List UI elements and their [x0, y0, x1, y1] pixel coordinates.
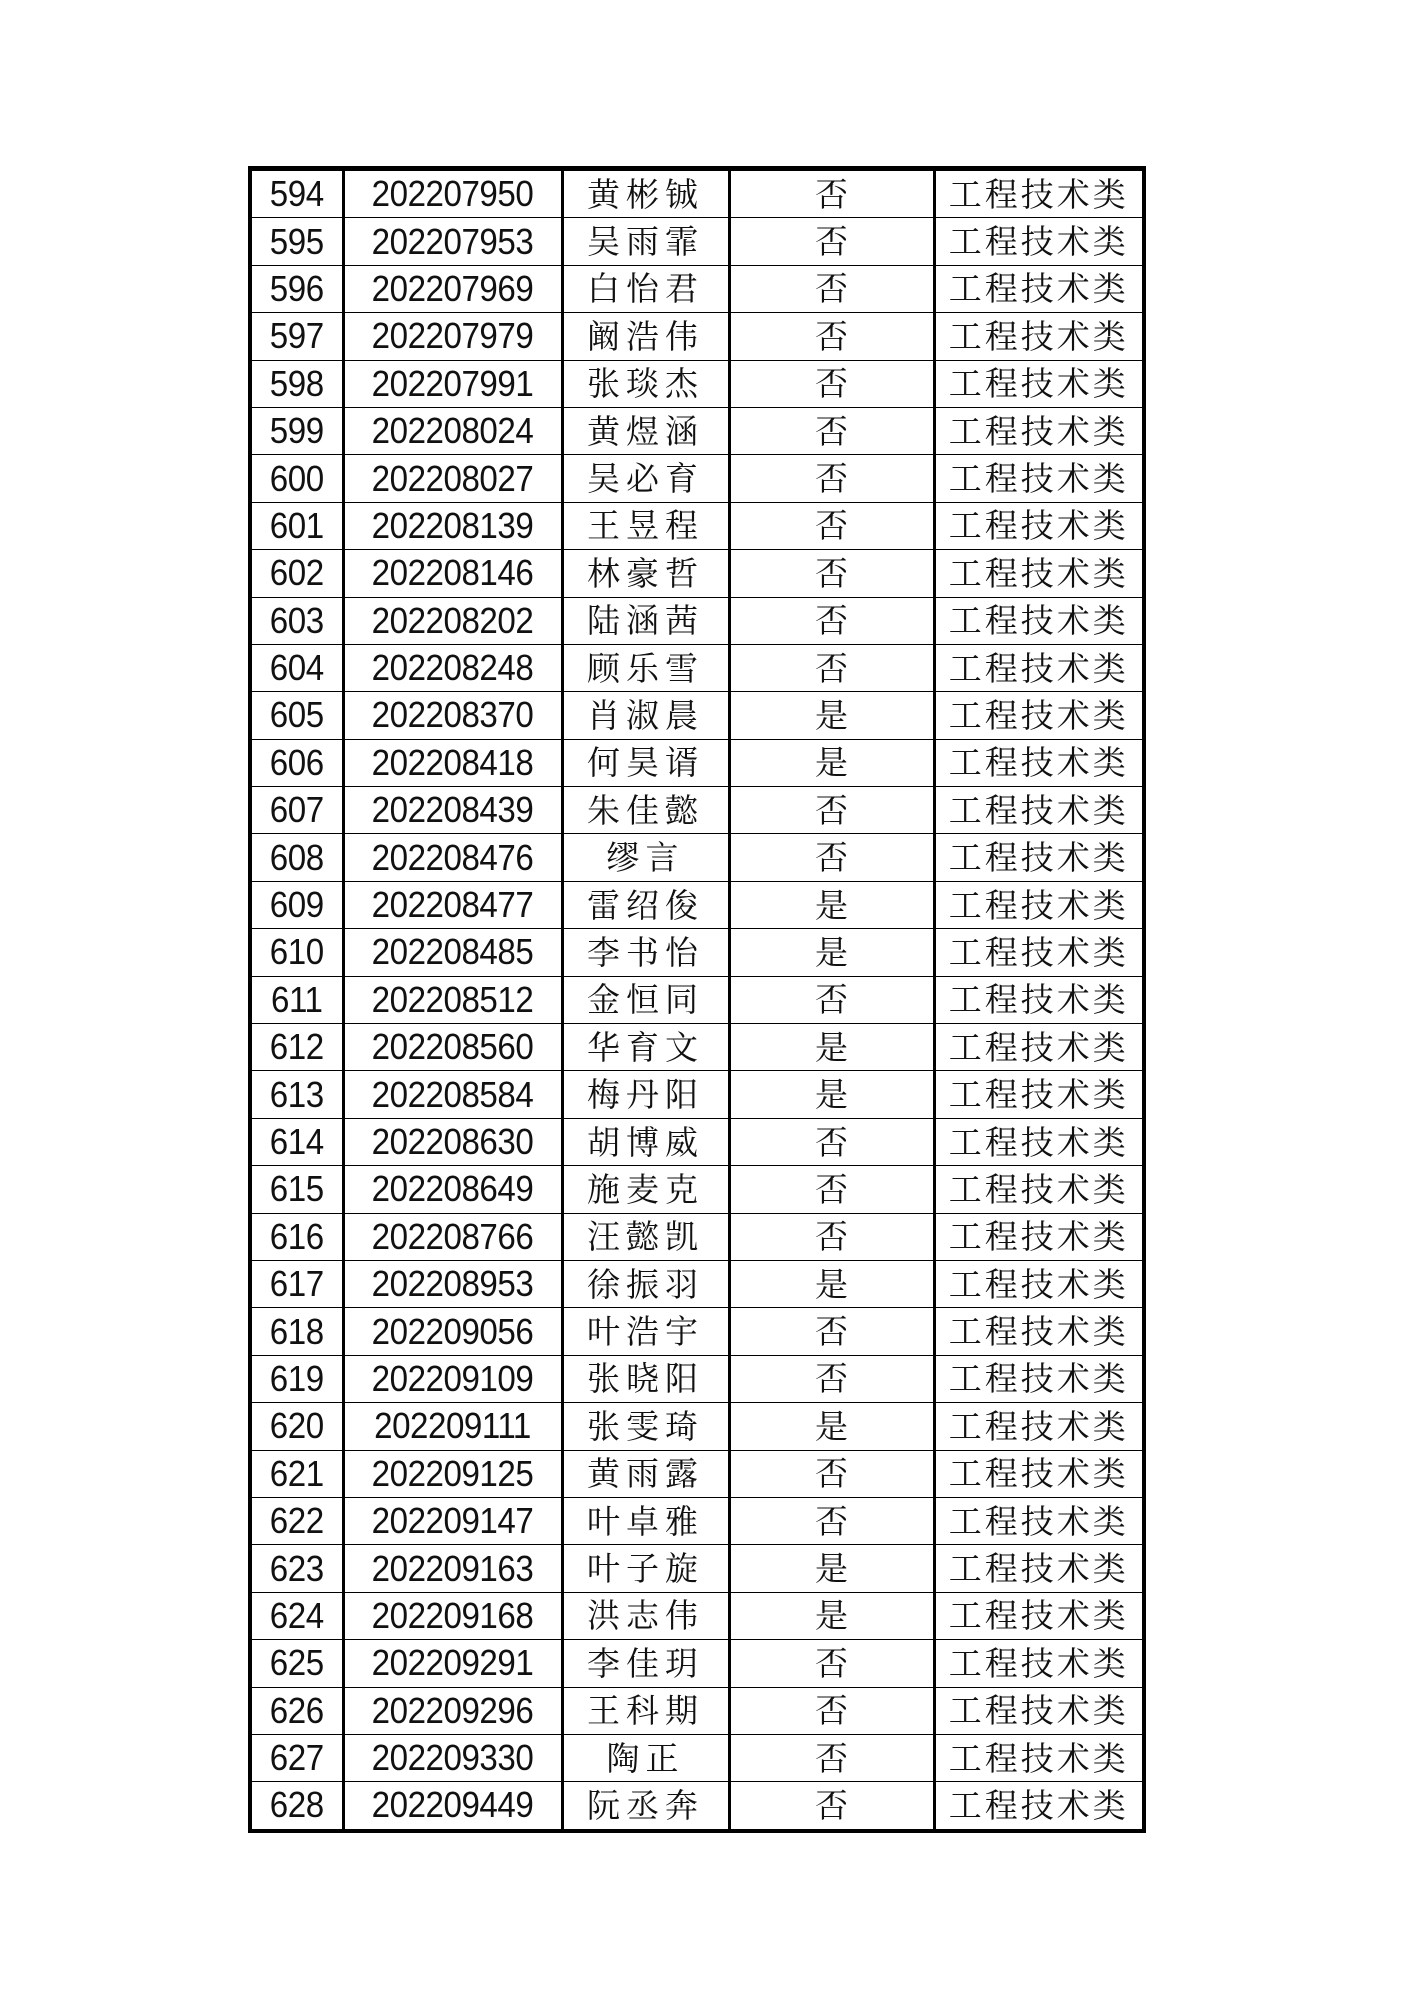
row-number-cell: 595 — [254, 218, 340, 265]
student-list-table — [248, 166, 1146, 1833]
flag-cell: 是 — [729, 692, 934, 739]
student-id-cell: 202209449 — [352, 1782, 553, 1831]
row-number-cell: 610 — [254, 929, 340, 976]
category-cell: 工程技术类 — [934, 265, 1144, 312]
student-id-cell: 202208584 — [352, 1071, 553, 1118]
row-number-cell: 617 — [254, 1260, 340, 1307]
row-number-cell: 602 — [254, 550, 340, 597]
flag-cell: 否 — [729, 313, 934, 360]
row-number-cell: 614 — [254, 1118, 340, 1165]
student-name-cell: 张雯琦 — [562, 1403, 729, 1450]
student-name-cell: 朱佳懿 — [562, 787, 729, 834]
row-number-cell: 627 — [254, 1734, 340, 1781]
student-name-cell: 李书怡 — [562, 929, 729, 976]
student-name-cell: 王昱程 — [562, 502, 729, 549]
table-row — [250, 644, 1144, 691]
table-row — [250, 976, 1144, 1023]
flag-cell: 是 — [729, 1592, 934, 1639]
table-row — [250, 169, 1144, 218]
row-number-cell: 596 — [254, 265, 340, 312]
row-number-cell: 600 — [254, 455, 340, 502]
row-number-cell: 598 — [254, 360, 340, 407]
category-cell: 工程技术类 — [934, 1024, 1144, 1071]
row-number-cell: 612 — [254, 1024, 340, 1071]
row-number-cell: 609 — [254, 881, 340, 928]
student-id-cell: 202208560 — [352, 1024, 553, 1071]
row-number-cell: 611 — [254, 976, 340, 1023]
flag-cell: 否 — [729, 1118, 934, 1165]
flag-cell: 是 — [729, 1403, 934, 1450]
student-name-cell: 汪懿凯 — [562, 1213, 729, 1260]
student-name-cell: 黄煜涵 — [562, 407, 729, 454]
category-cell: 工程技术类 — [934, 1545, 1144, 1592]
category-cell: 工程技术类 — [934, 407, 1144, 454]
category-cell: 工程技术类 — [934, 1166, 1144, 1213]
student-id-cell: 202208953 — [352, 1260, 553, 1307]
table-row — [250, 1592, 1144, 1639]
student-id-cell: 202208439 — [352, 787, 553, 834]
row-number-cell: 603 — [254, 597, 340, 644]
row-number-cell: 620 — [254, 1403, 340, 1450]
row-number-cell: 601 — [254, 502, 340, 549]
table-row — [250, 929, 1144, 976]
table-row — [250, 1545, 1144, 1592]
student-name-cell: 阮丞奔 — [562, 1782, 729, 1831]
row-number-cell: 599 — [254, 407, 340, 454]
row-number-cell: 625 — [254, 1640, 340, 1687]
flag-cell: 否 — [729, 1450, 934, 1497]
student-id-cell: 202209168 — [352, 1592, 553, 1639]
student-id-cell: 202208418 — [352, 739, 553, 786]
category-cell: 工程技术类 — [934, 1450, 1144, 1497]
table-row — [250, 1687, 1144, 1734]
student-id-cell: 202208024 — [352, 407, 553, 454]
category-cell: 工程技术类 — [934, 1118, 1144, 1165]
student-name-cell: 张晓阳 — [562, 1355, 729, 1402]
category-cell: 工程技术类 — [934, 692, 1144, 739]
flag-cell: 否 — [729, 1308, 934, 1355]
table-row — [250, 1640, 1144, 1687]
category-cell: 工程技术类 — [934, 787, 1144, 834]
student-name-cell: 雷绍俊 — [562, 881, 729, 928]
table-row — [250, 1071, 1144, 1118]
student-id-cell: 202209291 — [352, 1640, 553, 1687]
category-cell: 工程技术类 — [934, 218, 1144, 265]
row-number-cell: 621 — [254, 1450, 340, 1497]
flag-cell: 否 — [729, 1497, 934, 1544]
flag-cell: 否 — [729, 1734, 934, 1781]
student-name-cell: 梅丹阳 — [562, 1071, 729, 1118]
flag-cell: 是 — [729, 1071, 934, 1118]
flag-cell: 否 — [729, 976, 934, 1023]
category-cell: 工程技术类 — [934, 1687, 1144, 1734]
student-name-cell: 黄雨露 — [562, 1450, 729, 1497]
row-number-cell: 615 — [254, 1166, 340, 1213]
student-name-cell: 王科期 — [562, 1687, 729, 1734]
student-name-cell: 陆涵茜 — [562, 597, 729, 644]
student-name-cell: 徐振羽 — [562, 1260, 729, 1307]
student-id-cell: 202209296 — [352, 1687, 553, 1734]
category-cell: 工程技术类 — [934, 1260, 1144, 1307]
row-number-cell: 607 — [254, 787, 340, 834]
student-name-cell: 陶正 — [562, 1734, 729, 1781]
table-row — [250, 1213, 1144, 1260]
table-row — [250, 1355, 1144, 1402]
flag-cell: 是 — [729, 929, 934, 976]
student-name-cell: 白怡君 — [562, 265, 729, 312]
student-id-cell: 202208512 — [352, 976, 553, 1023]
student-name-cell: 何昊谞 — [562, 739, 729, 786]
student-id-cell: 202208248 — [352, 644, 553, 691]
table-row — [250, 881, 1144, 928]
row-number-cell: 605 — [254, 692, 340, 739]
flag-cell: 否 — [729, 455, 934, 502]
student-name-cell: 缪言 — [562, 834, 729, 881]
table-row — [250, 265, 1144, 312]
student-name-cell: 洪志伟 — [562, 1592, 729, 1639]
student-id-cell: 202207969 — [352, 265, 553, 312]
student-id-cell: 202208370 — [352, 692, 553, 739]
student-name-cell: 胡博威 — [562, 1118, 729, 1165]
row-number-cell: 622 — [254, 1497, 340, 1544]
table-row — [250, 1166, 1144, 1213]
flag-cell: 否 — [729, 1782, 934, 1831]
student-id-cell: 202209056 — [352, 1308, 553, 1355]
student-name-cell: 阚浩伟 — [562, 313, 729, 360]
category-cell: 工程技术类 — [934, 644, 1144, 691]
student-name-cell: 肖淑晨 — [562, 692, 729, 739]
table-row — [250, 218, 1144, 265]
category-cell: 工程技术类 — [934, 455, 1144, 502]
category-cell: 工程技术类 — [934, 360, 1144, 407]
flag-cell: 否 — [729, 265, 934, 312]
table-body — [250, 169, 1144, 1831]
row-number-cell: 626 — [254, 1687, 340, 1734]
category-cell: 工程技术类 — [934, 929, 1144, 976]
student-name-cell: 华育文 — [562, 1024, 729, 1071]
category-cell: 工程技术类 — [934, 834, 1144, 881]
row-number-cell: 618 — [254, 1308, 340, 1355]
student-id-cell: 202208477 — [352, 881, 553, 928]
flag-cell: 是 — [729, 739, 934, 786]
table-row — [250, 834, 1144, 881]
row-number-cell: 613 — [254, 1071, 340, 1118]
student-id-cell: 202209330 — [352, 1734, 553, 1781]
category-cell: 工程技术类 — [934, 1782, 1144, 1831]
category-cell: 工程技术类 — [934, 1308, 1144, 1355]
flag-cell: 否 — [729, 1355, 934, 1402]
flag-cell: 是 — [729, 1024, 934, 1071]
student-name-cell: 林豪哲 — [562, 550, 729, 597]
student-name-cell: 吴雨霏 — [562, 218, 729, 265]
student-id-cell: 202208649 — [352, 1166, 553, 1213]
row-number-cell: 606 — [254, 739, 340, 786]
flag-cell: 否 — [729, 597, 934, 644]
student-id-cell: 202207979 — [352, 313, 553, 360]
category-cell: 工程技术类 — [934, 1213, 1144, 1260]
flag-cell: 否 — [729, 1213, 934, 1260]
student-name-cell: 施麦克 — [562, 1166, 729, 1213]
category-cell: 工程技术类 — [934, 1734, 1144, 1781]
category-cell: 工程技术类 — [934, 1403, 1144, 1450]
table-row — [250, 739, 1144, 786]
row-number-cell: 616 — [254, 1213, 340, 1260]
flag-cell: 否 — [729, 550, 934, 597]
student-id-cell: 202207991 — [352, 360, 553, 407]
row-number-cell: 619 — [254, 1355, 340, 1402]
category-cell: 工程技术类 — [934, 881, 1144, 928]
row-number-cell: 624 — [254, 1592, 340, 1639]
row-number-cell: 628 — [254, 1782, 340, 1831]
flag-cell: 否 — [729, 1166, 934, 1213]
student-id-cell: 202209125 — [352, 1450, 553, 1497]
table-row — [250, 1024, 1144, 1071]
category-cell: 工程技术类 — [934, 597, 1144, 644]
table-row — [250, 1734, 1144, 1781]
table-row — [250, 1260, 1144, 1307]
student-name-cell: 顾乐雪 — [562, 644, 729, 691]
category-cell: 工程技术类 — [934, 1640, 1144, 1687]
student-name-cell: 金恒同 — [562, 976, 729, 1023]
student-id-cell: 202208146 — [352, 550, 553, 597]
student-id-cell: 202208485 — [352, 929, 553, 976]
table-row — [250, 1782, 1144, 1831]
table-row — [250, 787, 1144, 834]
flag-cell: 是 — [729, 1545, 934, 1592]
student-id-cell: 202208766 — [352, 1213, 553, 1260]
flag-cell: 否 — [729, 834, 934, 881]
table-row — [250, 360, 1144, 407]
student-id-cell: 202209111 — [352, 1403, 553, 1450]
table-row — [250, 455, 1144, 502]
flag-cell: 否 — [729, 1687, 934, 1734]
flag-cell: 否 — [729, 502, 934, 549]
table-row — [250, 597, 1144, 644]
student-id-cell: 202208202 — [352, 597, 553, 644]
category-cell: 工程技术类 — [934, 976, 1144, 1023]
table-row — [250, 1118, 1144, 1165]
flag-cell: 否 — [729, 1640, 934, 1687]
student-id-cell: 202207953 — [352, 218, 553, 265]
row-number-cell: 623 — [254, 1545, 340, 1592]
student-name-cell: 叶浩宇 — [562, 1308, 729, 1355]
flag-cell: 否 — [729, 407, 934, 454]
table-row — [250, 1308, 1144, 1355]
student-name-cell: 黄彬铖 — [562, 169, 729, 218]
student-name-cell: 吴必育 — [562, 455, 729, 502]
category-cell: 工程技术类 — [934, 1497, 1144, 1544]
table-row — [250, 313, 1144, 360]
student-name-cell: 张琰杰 — [562, 360, 729, 407]
category-cell: 工程技术类 — [934, 502, 1144, 549]
table-row — [250, 1403, 1144, 1450]
student-id-cell: 202207950 — [352, 169, 553, 218]
flag-cell: 是 — [729, 1260, 934, 1307]
row-number-cell: 604 — [254, 644, 340, 691]
category-cell: 工程技术类 — [934, 1355, 1144, 1402]
student-id-cell: 202208476 — [352, 834, 553, 881]
category-cell: 工程技术类 — [934, 739, 1144, 786]
table-row — [250, 502, 1144, 549]
category-cell: 工程技术类 — [934, 550, 1144, 597]
flag-cell: 否 — [729, 169, 934, 218]
category-cell: 工程技术类 — [934, 1592, 1144, 1639]
row-number-cell: 597 — [254, 313, 340, 360]
table-row — [250, 1497, 1144, 1544]
student-id-cell: 202209109 — [352, 1355, 553, 1402]
student-name-cell: 叶卓雅 — [562, 1497, 729, 1544]
student-id-cell: 202208139 — [352, 502, 553, 549]
row-number-cell: 594 — [254, 169, 340, 218]
student-id-cell: 202209147 — [352, 1497, 553, 1544]
table-row — [250, 1450, 1144, 1497]
flag-cell: 否 — [729, 218, 934, 265]
flag-cell: 否 — [729, 360, 934, 407]
category-cell: 工程技术类 — [934, 169, 1144, 218]
student-name-cell: 李佳玥 — [562, 1640, 729, 1687]
flag-cell: 是 — [729, 881, 934, 928]
table-row — [250, 692, 1144, 739]
student-id-cell: 202209163 — [352, 1545, 553, 1592]
table-row — [250, 550, 1144, 597]
category-cell: 工程技术类 — [934, 1071, 1144, 1118]
table-row — [250, 407, 1144, 454]
category-cell: 工程技术类 — [934, 313, 1144, 360]
student-id-cell: 202208027 — [352, 455, 553, 502]
flag-cell: 否 — [729, 644, 934, 691]
flag-cell: 否 — [729, 787, 934, 834]
row-number-cell: 608 — [254, 834, 340, 881]
student-name-cell: 叶子旋 — [562, 1545, 729, 1592]
student-id-cell: 202208630 — [352, 1118, 553, 1165]
